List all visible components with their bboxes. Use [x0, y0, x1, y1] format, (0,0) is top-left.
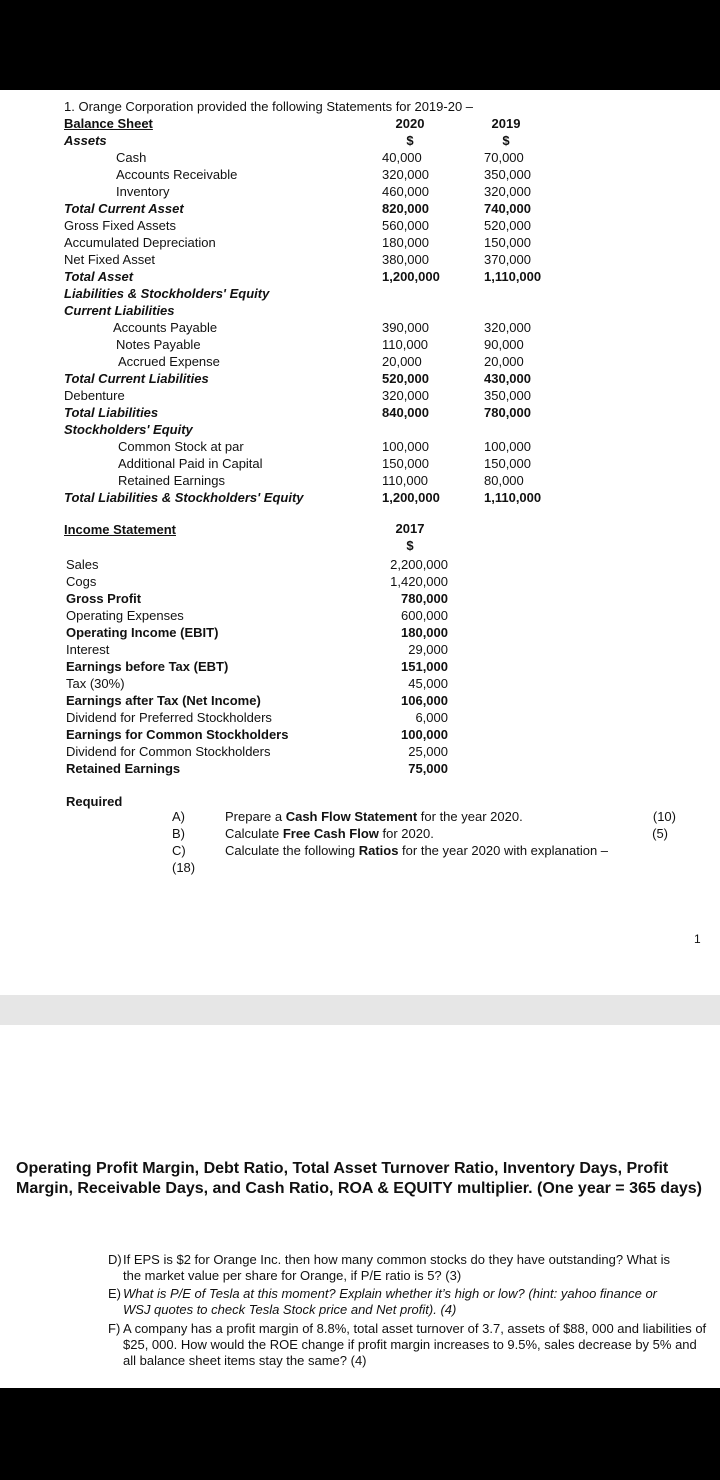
is-row-label: Retained Earnings	[66, 761, 181, 776]
bs-value-2020: 320,000	[382, 167, 429, 182]
item-c-letter: C)	[172, 843, 186, 858]
is-row-label: Gross Profit	[66, 591, 142, 606]
is-row-label: Earnings before Tax (EBT)	[66, 659, 229, 674]
question-e-letter: E)	[108, 1286, 121, 1301]
is-row-label: Earnings after Tax (Net Income)	[66, 693, 261, 708]
question-e-text: What is P/E of Tesla at this moment? Explain whether it’s high or low? (hint: yahoo finance or WSJ quotes to check Tesla Stock price and Net profit). (4)	[123, 1286, 657, 1317]
is-row-label: Earnings for Common Stockholders	[66, 727, 289, 742]
is-row-label: Operating Expenses	[66, 608, 184, 623]
bs-value-2019: 1,110,000	[484, 490, 542, 505]
bs-row-label: Net Fixed Asset	[64, 252, 156, 267]
ratios-list-text: Operating Profit Margin, Debt Ratio, Total Asset Turnover Ratio, Inventory Days, Profit Margin, Receivable Days, and Cash Ratio, ROA & EQUITY multiplier. (One year = 365 days)	[16, 1160, 703, 1197]
is-row-label: Operating Income (EBIT)	[66, 625, 219, 640]
bs-row-label: Inventory	[116, 184, 170, 199]
bs-value-2020: 110,000	[382, 473, 429, 488]
item-c-text: Calculate the following Ratios for the year 2020 with explanation –	[225, 843, 609, 858]
bs-value-2020: 520,000	[382, 371, 429, 386]
col-2019: 2019	[491, 116, 521, 131]
bs-value-2019: 80,000	[484, 473, 524, 488]
is-row-value: 2,200,000	[390, 557, 448, 572]
bs-value-2020: 110,000	[382, 337, 429, 352]
bs-row-label: Total Current Liabilities	[64, 371, 209, 386]
bs-row-label: Cash	[116, 150, 147, 165]
bs-value-2020: 320,000	[382, 388, 429, 403]
bs-value-2019: 320,000	[484, 320, 531, 335]
question-d-letter: D)	[108, 1252, 122, 1267]
page-gap	[0, 995, 720, 1025]
bs-value-2019: 70,000	[484, 150, 524, 165]
bs-row-label: Total Liabilities & Stockholders' Equity	[64, 490, 304, 505]
question-f-text: A company has a profit margin of 8.8%, total asset turnover of 3.7, assets of $88, 000 and liabilities of $25, 000. How would the ROE change if profit margin increases to 9.5%, sales decrease by 5% and all balance sheet items stay the same? (4)	[123, 1321, 707, 1368]
bs-value-2020: 150,000	[382, 456, 429, 471]
item-a-text: Prepare a Cash Flow Statement for the year 2020.	[225, 809, 523, 824]
bs-row-label: Retained Earnings	[118, 473, 225, 488]
bs-value-2020: 180,000	[382, 235, 429, 250]
currency-2020: $	[406, 133, 414, 148]
bs-value-2019: 320,000	[484, 184, 531, 199]
is-row-value: 180,000	[401, 625, 448, 640]
bs-value-2020: 40,000	[382, 150, 422, 165]
bs-row-label: Total Asset	[64, 269, 134, 284]
bs-row-label: Accrued Expense	[118, 354, 220, 369]
bs-value-2020: 20,000	[382, 354, 422, 369]
problem-title: 1. Orange Corporation provided the following Statements for 2019-20 –	[64, 99, 474, 114]
bs-row-label: Gross Fixed Assets	[64, 218, 176, 233]
bs-value-2019: 740,000	[484, 201, 531, 216]
bs-value-2020: 1,200,000	[382, 269, 440, 284]
bs-row-label: Common Stock at par	[118, 439, 244, 454]
bs-row-label: Current Liabilities	[64, 303, 175, 318]
page-number: 1	[694, 932, 701, 946]
bs-value-2019: 780,000	[484, 405, 531, 420]
bs-row-label: Additional Paid in Capital	[118, 456, 263, 471]
question-f-letter: F)	[108, 1321, 121, 1336]
is-row-value: 151,000	[401, 659, 448, 674]
is-row-value: 1,420,000	[390, 574, 448, 589]
item-a-letter: A)	[172, 809, 185, 824]
bs-row-label: Liabilities & Stockholders' Equity	[64, 286, 270, 301]
item-b-text: Calculate Free Cash Flow for 2020.	[225, 826, 434, 841]
bs-value-2019: 350,000	[484, 388, 531, 403]
is-row-label: Dividend for Common Stockholders	[66, 744, 271, 759]
currency-2017: $	[406, 538, 414, 553]
is-row-label: Interest	[66, 642, 110, 657]
bs-row-label: Total Liabilities	[64, 405, 159, 420]
bs-value-2019: 370,000	[484, 252, 531, 267]
required-heading: Required	[66, 794, 123, 809]
is-row-label: Tax (30%)	[66, 676, 125, 691]
bs-value-2020: 390,000	[382, 320, 429, 335]
balance-sheet-heading: Balance Sheet	[64, 116, 153, 131]
bs-row-label: Accounts Receivable	[116, 167, 238, 182]
document-page-1	[0, 90, 720, 995]
bs-row-label: Stockholders' Equity	[64, 422, 193, 437]
bs-value-2019: 1,110,000	[484, 269, 542, 284]
bs-value-2020: 560,000	[382, 218, 429, 233]
is-row-value: 25,000	[408, 744, 448, 759]
is-row-value: 600,000	[401, 608, 448, 623]
col-2020: 2020	[395, 116, 425, 131]
item-c-marks: (18)	[172, 860, 196, 875]
is-row-value: 6,000	[415, 710, 448, 725]
bs-value-2019: 100,000	[484, 439, 531, 454]
currency-2019: $	[502, 133, 510, 148]
bs-value-2020: 1,200,000	[382, 490, 440, 505]
bs-row-label: Accounts Payable	[113, 320, 218, 335]
item-b-marks: (5)	[652, 826, 668, 841]
bs-value-2020: 820,000	[382, 201, 429, 216]
bs-value-2019: 150,000	[484, 235, 531, 250]
bs-row-label: Notes Payable	[116, 337, 201, 352]
is-row-value: 106,000	[401, 693, 448, 708]
bs-row-label: Total Current Asset	[64, 201, 184, 216]
bs-value-2020: 380,000	[382, 252, 429, 267]
bs-value-2019: 350,000	[484, 167, 531, 182]
assets-heading: Assets	[64, 133, 107, 148]
bs-value-2019: 90,000	[484, 337, 524, 352]
bs-value-2019: 20,000	[484, 354, 524, 369]
bs-value-2020: 100,000	[382, 439, 429, 454]
income-statement-heading: Income Statement	[64, 522, 176, 537]
item-a-marks: (10)	[652, 809, 676, 824]
question-d-text: If EPS is $2 for Orange Inc. then how many common stocks do they have outstanding? What is the market value per share for Orange, if P/E ratio is 5? (3)	[123, 1252, 671, 1283]
item-b-letter: B)	[172, 826, 185, 841]
col-2017: 2017	[395, 521, 425, 536]
is-row-label: Sales	[66, 557, 99, 572]
is-row-value: 29,000	[408, 642, 448, 657]
is-row-label: Cogs	[66, 574, 97, 589]
bs-row-label: Debenture	[64, 388, 125, 403]
is-row-label: Dividend for Preferred Stockholders	[66, 710, 272, 725]
bs-value-2019: 430,000	[484, 371, 531, 386]
bs-value-2019: 520,000	[484, 218, 531, 233]
bs-value-2019: 150,000	[484, 456, 531, 471]
is-row-value: 780,000	[401, 591, 448, 606]
bs-value-2020: 840,000	[382, 405, 429, 420]
bs-row-label: Accumulated Depreciation	[64, 235, 216, 250]
is-row-value: 100,000	[401, 727, 448, 742]
bs-value-2020: 460,000	[382, 184, 429, 199]
is-row-value: 75,000	[408, 761, 448, 776]
is-row-value: 45,000	[408, 676, 448, 691]
document-page-2	[0, 1025, 720, 1388]
